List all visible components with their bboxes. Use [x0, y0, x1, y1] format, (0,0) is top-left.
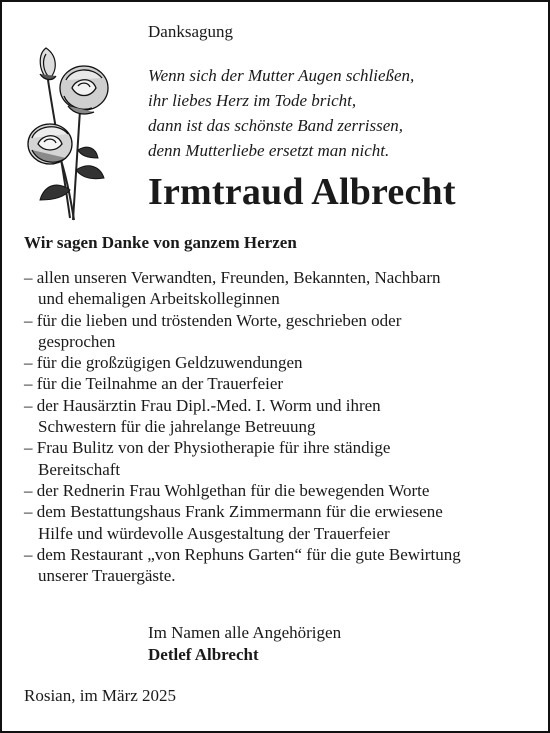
poem-line: denn Mutterliebe ersetzt man nicht.	[148, 141, 390, 160]
poem-line: ihr liebes Herz im Tode bricht,	[148, 91, 357, 110]
notice-heading: Danksagung	[148, 22, 233, 41]
signature-line: Im Namen alle Angehörigen	[148, 623, 342, 642]
rose-illustration-icon	[18, 40, 128, 225]
list-item: – für die Teilnahme an der Trauerfeier	[24, 374, 284, 394]
poem	[148, 63, 414, 163]
list-item: – der Rednerin Frau Wohlgethan für die bewegenden Worte	[24, 480, 430, 500]
signature-name: Detlef Albrecht	[148, 645, 259, 664]
list-item: – der Hausärztin Frau Dipl.-Med. I. Worm und ihren Schwestern für die jahrelange Betreuung	[24, 395, 381, 437]
list-item: – Frau Bulitz von der Physiotherapie für ihre ständige Bereitschaft	[24, 438, 391, 479]
place-date: Rosian, im März 2025	[24, 686, 177, 705]
thanks-list	[24, 267, 461, 586]
list-item: – dem Restaurant „von Rephuns Garten“ für die gute Bewirtung unserer Trauergäste.	[24, 544, 461, 586]
poem-line: dann ist das schönste Band zerrissen,	[148, 116, 403, 135]
list-item: – für die lieben und tröstenden Worte, geschrieben oder gesprochen	[24, 310, 402, 351]
list-item: – dem Bestattungshaus Frank Zimmermann für die erwiesene Hilfe und würdevolle Ausgestaltung der Trauerfeier	[24, 502, 443, 543]
list-item: – allen unseren Verwandten, Freunden, Bekannten, Nachbarn und ehemaligen Arbeitskolleginnen	[24, 268, 441, 309]
thanks-intro: Wir sagen Danke von ganzem Herzen	[24, 233, 297, 252]
list-item: – für die großzügigen Geldzuwendungen	[24, 353, 303, 373]
poem-line: Wenn sich der Mutter Augen schließen,	[148, 66, 415, 85]
signature-block	[148, 622, 341, 666]
deceased-name: Irmtraud Albrecht	[148, 171, 456, 213]
